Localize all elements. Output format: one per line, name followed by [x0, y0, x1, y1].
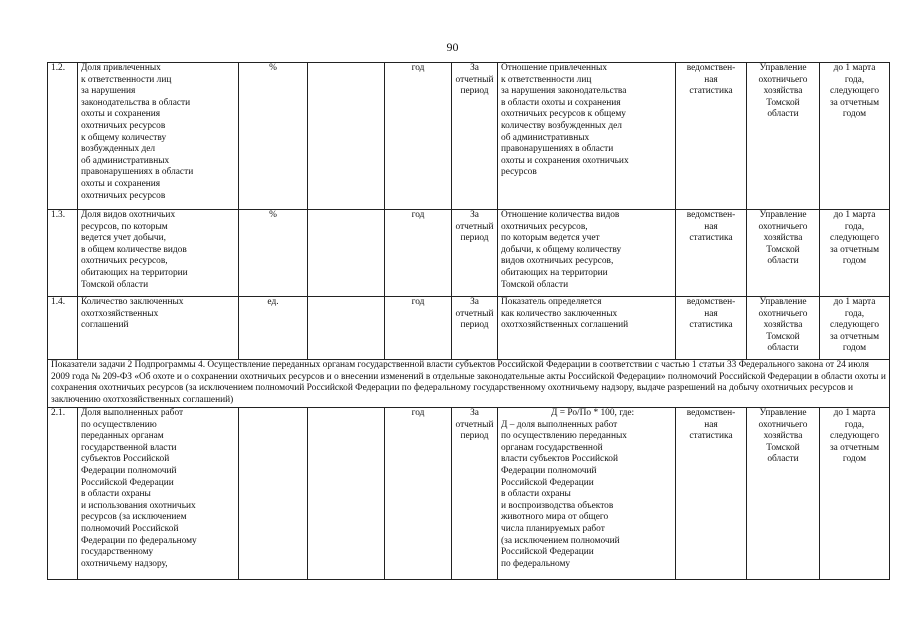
responsible-cell: Управление охотничьего хозяйства Томской области	[747, 210, 820, 297]
method-cell: Показатель определяется как количество заключенных охотхозяйственных соглашений	[498, 297, 676, 360]
method-text: Д – доля выполненных работ по осуществлению переданных органам государственной власти субъектов Российской Федерации полномочий Российской Федерации в области охраны и воспроизводства объектов животного мира от общего числа планируемых работ (за исключением полномочий Российской Федерации по федеральному	[501, 419, 627, 569]
unit-cell	[239, 408, 308, 580]
period-cell: За отчетный период	[452, 408, 498, 580]
method-cell	[498, 408, 676, 580]
page-number: 90	[446, 40, 459, 54]
indicators-table	[47, 62, 890, 580]
indicator-name: Доля привлеченных к ответственности лиц за нарушения законодательства в области охоты и сохранения охотничьих ресурсов к общему количеству возбужденных дел об административных правонарушениях в области охоты и сохранения охотничьих ресурсов	[78, 63, 239, 210]
empty-cell	[308, 297, 385, 360]
responsible-cell: Управление охотничьего хозяйства Томской области	[747, 297, 820, 360]
responsible-cell: Управление охотничьего хозяйства Томской области	[747, 63, 820, 210]
indicator-name: Доля выполненных работ по осуществлению переданных органам государственной власти субъектов Российской Федерации полномочий Российской Федерации в области охраны и использования охотничьих ресурсов (за исключением полномочий Российской Федерации по федеральному государственному охотничьему надзору,	[78, 408, 239, 580]
method-cell: Отношение количества видов охотничьих ресурсов, по которым ведется учет добычи, к общему количеству видов охотничьих ресурсов, обитающих на территории Томской области	[498, 210, 676, 297]
responsible-cell: Управление охотничьего хозяйства Томской области	[747, 408, 820, 580]
period-type-cell: год	[385, 63, 452, 210]
row-number: 2.1.	[48, 408, 78, 580]
section-header: Показатели задачи 2 Подпрограммы 4. Осуществление переданных органам государственной власти субъектов Российской Федерации в соответствии с частью 1 статьи 33 Федерального закона от 24 июля 2009 года № 209-ФЗ «Об охоте и о сохранении охотничьих ресурсов и о внесении изменений в отдельные законодательные акты Российской Федерации» полномочий Российской Федерации в области охоты и сохранения охотничьих ресурсов (за исключением полномочий Российской Федерации по федеральному государственному охотничьему надзору, выдаче разрешений на добычу охотничьих ресурсов и заключению охотхозяйственных соглашений)	[48, 360, 890, 408]
period-type-cell: год	[385, 210, 452, 297]
deadline-cell: до 1 марта года, следующего за отчетным годом	[820, 210, 890, 297]
period-cell: За отчетный период	[452, 210, 498, 297]
unit-cell: %	[239, 210, 308, 297]
source-cell: ведомствен- ная статистика	[676, 297, 747, 360]
formula: Д = Ро/По * 100, где:	[551, 408, 635, 418]
section-header-row	[48, 360, 890, 408]
table-row	[48, 210, 890, 297]
unit-cell: ед.	[239, 297, 308, 360]
empty-cell	[308, 408, 385, 580]
empty-cell	[308, 210, 385, 297]
unit-cell: %	[239, 63, 308, 210]
source-cell: ведомствен- ная статистика	[676, 408, 747, 580]
period-type-cell: год	[385, 297, 452, 360]
table-row	[48, 63, 890, 210]
source-cell: ведомствен- ная статистика	[676, 63, 747, 210]
indicator-name: Количество заключенных охотхозяйственных соглашений	[78, 297, 239, 360]
deadline-cell: до 1 марта года, следующего за отчетным годом	[820, 408, 890, 580]
table-row	[48, 297, 890, 360]
deadline-cell: до 1 марта года, следующего за отчетным годом	[820, 63, 890, 210]
source-cell: ведомствен- ная статистика	[676, 210, 747, 297]
row-number: 1.3.	[48, 210, 78, 297]
table-row	[48, 408, 890, 580]
period-cell: За отчетный период	[452, 297, 498, 360]
indicator-name: Доля видов охотничьих ресурсов, по которым ведется учет добычи, в общем количестве видов охотничьих ресурсов, обитающих на территории Томской области	[78, 210, 239, 297]
empty-cell	[308, 63, 385, 210]
method-cell: Отношение привлеченных к ответственности лиц за нарушения законодательства в области охоты и сохранения охотничьих ресурсов к общему количеству возбужденных дел об административных правонарушениях в области охоты и сохранения охотничьих ресурсов	[498, 63, 676, 210]
period-type-cell: год	[385, 408, 452, 580]
row-number: 1.2.	[48, 63, 78, 210]
deadline-cell: до 1 марта года, следующего за отчетным годом	[820, 297, 890, 360]
row-number: 1.4.	[48, 297, 78, 360]
period-cell: За отчетный период	[452, 63, 498, 210]
